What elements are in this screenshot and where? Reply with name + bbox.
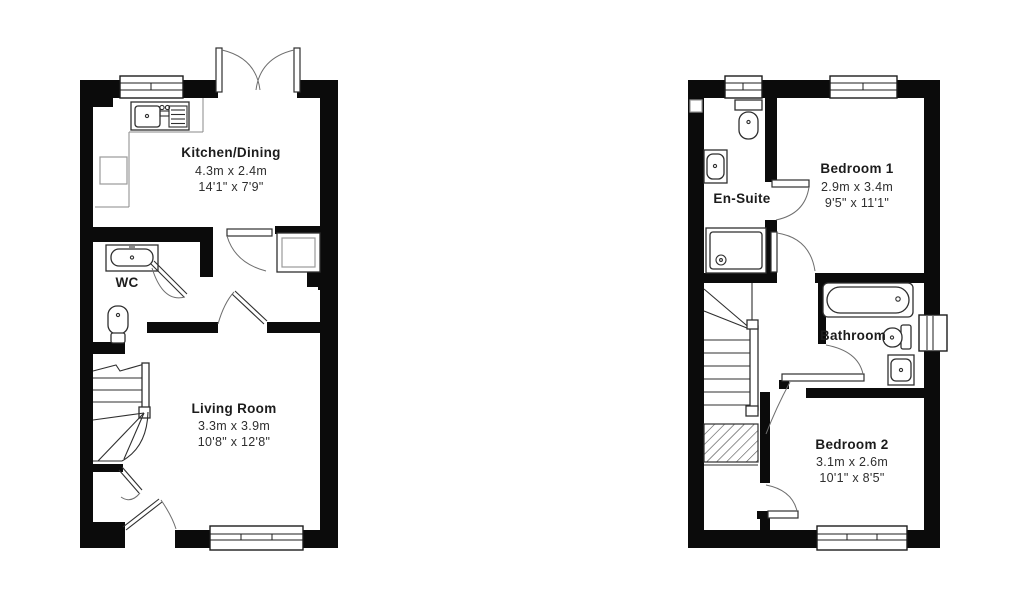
- bedroom2-label: [815, 437, 888, 485]
- french-doors: [216, 48, 300, 92]
- front-door: [123, 499, 176, 530]
- living-room-door: [218, 291, 267, 324]
- bathroom-window: [919, 315, 947, 351]
- wc-basin: [106, 245, 158, 271]
- bathroom-name: Bathroom: [819, 328, 887, 343]
- ensuite-toilet: [735, 100, 762, 139]
- bathroom-label: [820, 328, 886, 343]
- bedroom1-window: [830, 76, 897, 98]
- living-imperial: 10'8" x 12'8": [197, 435, 271, 449]
- kitchen-label: [181, 145, 280, 194]
- ground-floor-plan: [80, 48, 338, 550]
- bedroom1-imperial: 9'5" x 11'1": [824, 196, 890, 210]
- ensuite-basin: [704, 150, 727, 183]
- kitchen-door: [227, 229, 272, 271]
- wc-name: WC: [115, 275, 139, 290]
- kitchen-sink: [131, 102, 189, 130]
- bedroom2-window: [817, 526, 907, 550]
- bathroom-toilet: [883, 325, 911, 349]
- ensuite-window: [725, 76, 762, 98]
- living-room-label: [191, 401, 276, 449]
- bedroom1-name: Bedroom 1: [820, 161, 894, 176]
- wc-label: [115, 275, 138, 290]
- stairs-first: [704, 283, 758, 416]
- bedroom2-imperial: 10'1" x 8'5": [819, 471, 885, 485]
- living-metric: 3.3m x 3.9m: [197, 419, 271, 433]
- kitchen-name: Kitchen/Dining: [181, 145, 281, 160]
- ensuite-door: [772, 180, 809, 220]
- living-room-window: [210, 526, 303, 550]
- kitchen-window: [120, 76, 183, 98]
- stairs-ground: [93, 363, 150, 461]
- ensuite-label: [713, 191, 770, 206]
- ensuite-shower: [706, 228, 766, 273]
- storage-cupboard: [277, 233, 320, 272]
- living-name: Living Room: [191, 401, 277, 416]
- bath-tub: [823, 283, 913, 317]
- airing-cupboard: [704, 424, 758, 465]
- bedroom2-name: Bedroom 2: [815, 437, 889, 452]
- bedroom2-door: [766, 485, 798, 518]
- kitchen-appliance: [100, 157, 127, 184]
- kitchen-metric: 4.3m x 2.4m: [194, 164, 268, 178]
- ensuite-name: En-Suite: [713, 191, 771, 206]
- duct-box: [690, 100, 702, 112]
- bathroom-basin: [888, 355, 914, 385]
- first-floor-plan: [688, 76, 947, 550]
- kitchen-imperial: 14'1" x 7'9": [198, 180, 264, 194]
- bedroom1-metric: 2.9m x 3.4m: [820, 180, 894, 194]
- bedroom2-metric: 3.1m x 2.6m: [815, 455, 889, 469]
- bedroom1-label: [820, 161, 893, 210]
- wc-toilet: [108, 306, 128, 343]
- bedroom1-door: [771, 232, 815, 272]
